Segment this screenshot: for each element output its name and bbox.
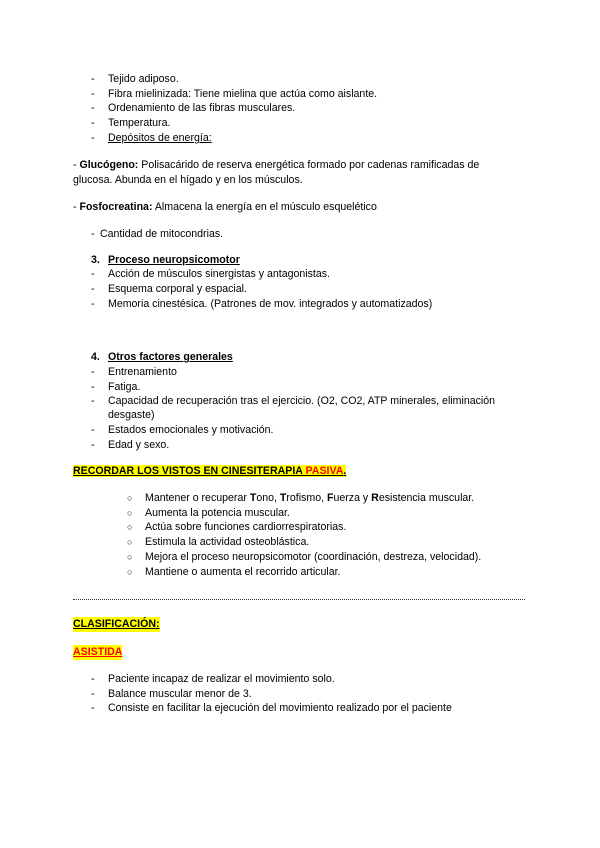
fosfocreatina-term: Fosfocreatina: <box>79 201 153 213</box>
list-item: Esquema corporal y espacial. <box>108 283 247 295</box>
text-segment: Mantener o recuperar <box>145 492 250 504</box>
list-item: Consiste en facilitar la ejecución del movimiento realizado por el paciente <box>108 702 452 714</box>
list-item: Memoria cinestésica. (Patrones de mov. integrados y automatizados) <box>108 298 433 310</box>
circle-bullet-icon: ○ <box>127 537 133 547</box>
list-item: Edad y sexo. <box>108 439 170 451</box>
text-segment: rofismo, <box>286 492 327 504</box>
recordar-suffix: . <box>343 465 347 477</box>
bold-initial: F <box>326 492 334 504</box>
list-item: Paciente incapaz de realizar el movimiento solo. <box>108 673 335 685</box>
list-dash: - <box>91 88 95 100</box>
circle-bullet-icon: ○ <box>127 552 133 562</box>
divider-line <box>73 599 525 600</box>
glucogeno-paragraph <box>73 158 479 173</box>
list-dash: - <box>91 439 95 451</box>
list-item: Cantidad de mitocondrias. <box>100 228 224 240</box>
list-dash: - <box>91 381 95 393</box>
list-item: Temperatura. <box>108 117 171 129</box>
list-dash: - <box>91 102 95 114</box>
list-item: Ordenamiento de las fibras musculares. <box>108 102 296 114</box>
list-dash: - <box>91 283 95 295</box>
asistida-heading: ASISTIDA <box>73 646 123 658</box>
circle-list-item: Actúa sobre funciones cardiorrespiratorias. <box>145 521 347 533</box>
circle-bullet-icon: ○ <box>127 522 133 532</box>
section-number: 4. <box>91 351 100 363</box>
list-dash: - <box>91 228 95 240</box>
list-item: Entrenamiento <box>108 366 177 378</box>
bold-initial: R <box>371 492 379 504</box>
list-item-continuation: desgaste) <box>108 409 155 421</box>
circle-list-item <box>145 491 474 506</box>
fosfocreatina-text: Almacena la energía en el músculo esquelético <box>154 201 377 213</box>
section-number: 3. <box>91 254 100 266</box>
paragraph-dash: - <box>73 159 77 171</box>
list-item: Depósitos de energía: <box>108 132 212 144</box>
list-item: Acción de músculos sinergistas y antagonistas. <box>108 268 330 280</box>
section-title: Otros factores generales <box>108 351 233 363</box>
list-dash: - <box>91 673 95 685</box>
list-item: Estados emocionales y motivación. <box>108 424 274 436</box>
list-item: Balance muscular menor de 3. <box>108 688 252 700</box>
recordar-highlight: PASIVA <box>305 465 344 477</box>
section-title: Proceso neuropsicomotor <box>108 254 240 266</box>
list-dash: - <box>91 424 95 436</box>
list-dash: - <box>91 132 95 144</box>
list-item: Fatiga. <box>108 381 141 393</box>
glucogeno-text: Polisacárido de reserva energética formado por cadenas ramificadas de <box>141 159 480 171</box>
circle-bullet-icon: ○ <box>127 508 133 518</box>
glucogeno-term: Glucógeno: <box>79 159 139 171</box>
list-dash: - <box>91 268 95 280</box>
list-item: Tejido adiposo. <box>108 73 179 85</box>
text-segment: esistencia muscular. <box>378 492 475 504</box>
circle-bullet-icon: ○ <box>127 567 133 577</box>
paragraph-dash: - <box>73 201 77 213</box>
circle-list-item: Estimula la actividad osteoblástica. <box>145 536 310 548</box>
list-dash: - <box>91 366 95 378</box>
list-dash: - <box>91 688 95 700</box>
list-item: Fibra mielinizada: Tiene mielina que actúa como aislante. <box>108 88 378 100</box>
list-dash: - <box>91 395 95 407</box>
circle-list-item: Aumenta la potencia muscular. <box>145 507 290 519</box>
text-segment: uerza y <box>333 492 372 504</box>
bold-initial: T <box>279 492 287 504</box>
recordar-heading <box>73 464 346 479</box>
circle-list-item: Mejora el proceso neuropsicomotor (coordinación, destreza, velocidad). <box>145 551 482 563</box>
text-segment: ono, <box>256 492 280 504</box>
circle-bullet-icon: ○ <box>127 493 133 503</box>
list-dash: - <box>91 73 95 85</box>
list-item: Capacidad de recuperación tras el ejercicio. (O2, CO2, ATP minerales, eliminación <box>108 395 496 407</box>
list-dash: - <box>91 117 95 129</box>
clasificacion-heading: CLASIFICACIÓN: <box>73 618 160 630</box>
glucogeno-text-line2: glucosa. Abunda en el hígado y en los músculos. <box>73 174 303 186</box>
list-dash: - <box>91 298 95 310</box>
fosfocreatina-paragraph <box>73 200 377 215</box>
circle-list-item: Mantiene o aumenta el recorrido articular. <box>145 566 341 578</box>
bold-initial: T <box>249 492 257 504</box>
recordar-prefix: RECORDAR LOS VISTOS EN CINESITERAPIA <box>73 465 306 477</box>
list-dash: - <box>91 702 95 714</box>
